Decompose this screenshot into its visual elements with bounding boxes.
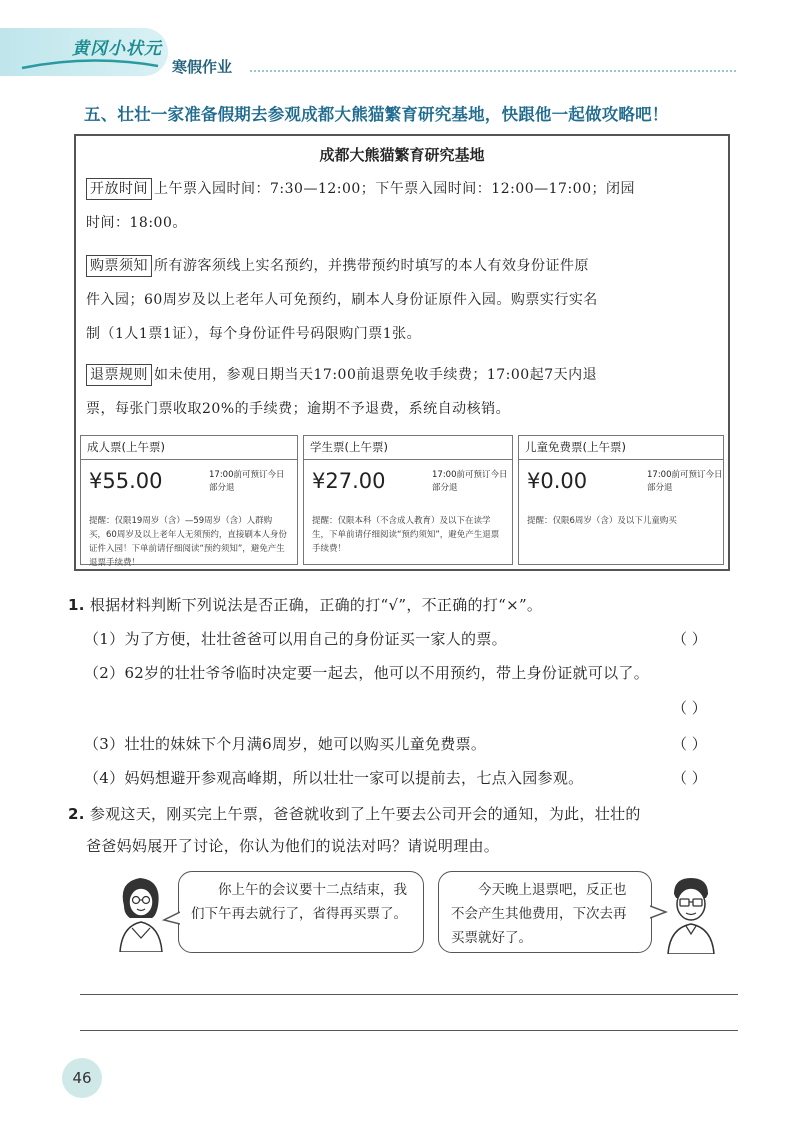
ticket-child (518, 435, 724, 565)
ticket-name: 学生票(上午票) (304, 436, 512, 460)
ticket-tip: 提醒：仅限19周岁（含）—59周岁（含）人群购买，60周岁及以上老年人无须预约，直接刷本人身份证件入园！下单前请仔细阅读“预约须知”，避免产生退票手续费！ (89, 516, 287, 568)
q1-item-1: （1）为了方便，壮壮爸爸可以用自己的身份证买一家人的票。 (84, 630, 507, 648)
q1-item-4: （4）妈妈想避开参观高峰期，所以壮壮一家可以提前去，七点入园参观。 (84, 769, 584, 787)
purchase-notice-paragraph (86, 249, 722, 351)
ticket-name: 成人票(上午票) (81, 436, 297, 460)
answer-paren[interactable]: （ ） (672, 699, 707, 717)
question-2-line2: 爸爸妈妈展开了讨论，你认为他们的说法对吗？请说明理由。 (86, 837, 500, 855)
mom-speech-bubble: 你上午的会议要十二点结束，我们下午再去就行了，省得再买票了。 (178, 871, 424, 953)
open-hours-line2: 时间：18:00。 (86, 215, 187, 231)
logo-swoosh-icon (20, 58, 160, 72)
ticket-price: ¥27.00 (312, 469, 386, 493)
answer-line[interactable] (80, 994, 738, 995)
open-hours-tag: 开放时间 (86, 178, 152, 200)
dad-figure-icon (660, 872, 722, 954)
refund-rules-tag: 退票规则 (86, 364, 152, 386)
purchase-line3: 制（1人1票1证），每个身份证件号码限购门票1张。 (86, 326, 422, 342)
q1-item-2: （2）62岁的壮壮爷爷临时决定要一起去，他可以不用预约，带上身份证就可以了。 (84, 664, 650, 682)
answer-paren[interactable]: （ ） (672, 630, 707, 648)
ticket-adult (80, 435, 298, 568)
open-hours-line1: 上午票入园时间：7:30—12:00；下午票入园时间：12:00—17:00；闭园 (154, 181, 635, 197)
speech-tail-icon (162, 910, 180, 926)
answer-line[interactable] (80, 1030, 738, 1031)
question-number: 1. (68, 596, 85, 614)
answer-paren[interactable]: （ ） (672, 769, 707, 787)
ticket-student (303, 435, 513, 565)
header-title: 寒假作业 (172, 58, 233, 76)
ticket-refund-note: 17:00前可预订今日部分退 (209, 470, 285, 493)
purchase-notice-tag: 购票须知 (86, 255, 152, 277)
ticket-price: ¥0.00 (527, 469, 588, 493)
page-number: 46 (62, 1058, 102, 1098)
open-hours-paragraph (86, 172, 722, 240)
q1-item-3: （3）壮壮的妹妹下个月满6周岁，她可以购买儿童免费票。 (84, 735, 487, 753)
answer-paren[interactable]: （ ） (672, 735, 707, 753)
ticket-tip: 提醒：仅限本科（不含成人教育）及以下在读学生，下单前请仔细阅读“预约须知”，避免产生退票手续费！ (312, 516, 500, 554)
section-title: 五、壮壮一家准备假期去参观成都大熊猫繁育研究基地，快跟他一起做攻略吧！ (84, 105, 669, 124)
question-2-stem (68, 803, 641, 824)
dad-speech-bubble: 今天晚上退票吧，反正也不会产生其他费用，下次去再买票就好了。 (438, 871, 652, 953)
purchase-line2: 件入园；60周岁及以上老年人可免预约，刷本人身份证原件入园。购票实行实名 (86, 292, 598, 308)
ticket-tip: 提醒：仅限6周岁（含）及以下儿童购买 (527, 516, 677, 526)
ticket-price: ¥55.00 (89, 469, 163, 493)
ticket-refund-note: 17:00前可预订今日部分退 (647, 470, 723, 493)
header-divider (250, 70, 736, 72)
ticket-name: 儿童免费票(上午票) (519, 436, 723, 460)
refund-line2: 票，每张门票收取20%的手续费；逾期不予退费，系统自动核销。 (86, 401, 511, 417)
info-title: 成都大熊猫繁育研究基地 (319, 146, 485, 164)
brand-logo: 黄冈小状元 (72, 39, 162, 59)
question-number: 2. (68, 805, 85, 823)
question-1-stem (68, 594, 542, 615)
question-text: 根据材料判断下列说法是否正确，正确的打“√”，不正确的打“×”。 (89, 596, 543, 614)
question-text: 参观这天，刚买完上午票，爸爸就收到了上午要去公司开会的通知，为此，壮壮的 (89, 805, 641, 823)
ticket-refund-note: 17:00前可预订今日部分退 (432, 470, 508, 493)
refund-rules-paragraph (86, 358, 722, 426)
purchase-line1: 所有游客须线上实名预约，并携带预约时填写的本人有效身份证件原 (154, 258, 589, 274)
refund-line1: 如未使用，参观日期当天17:00前退票免收手续费；17:00起7天内退 (154, 367, 598, 383)
